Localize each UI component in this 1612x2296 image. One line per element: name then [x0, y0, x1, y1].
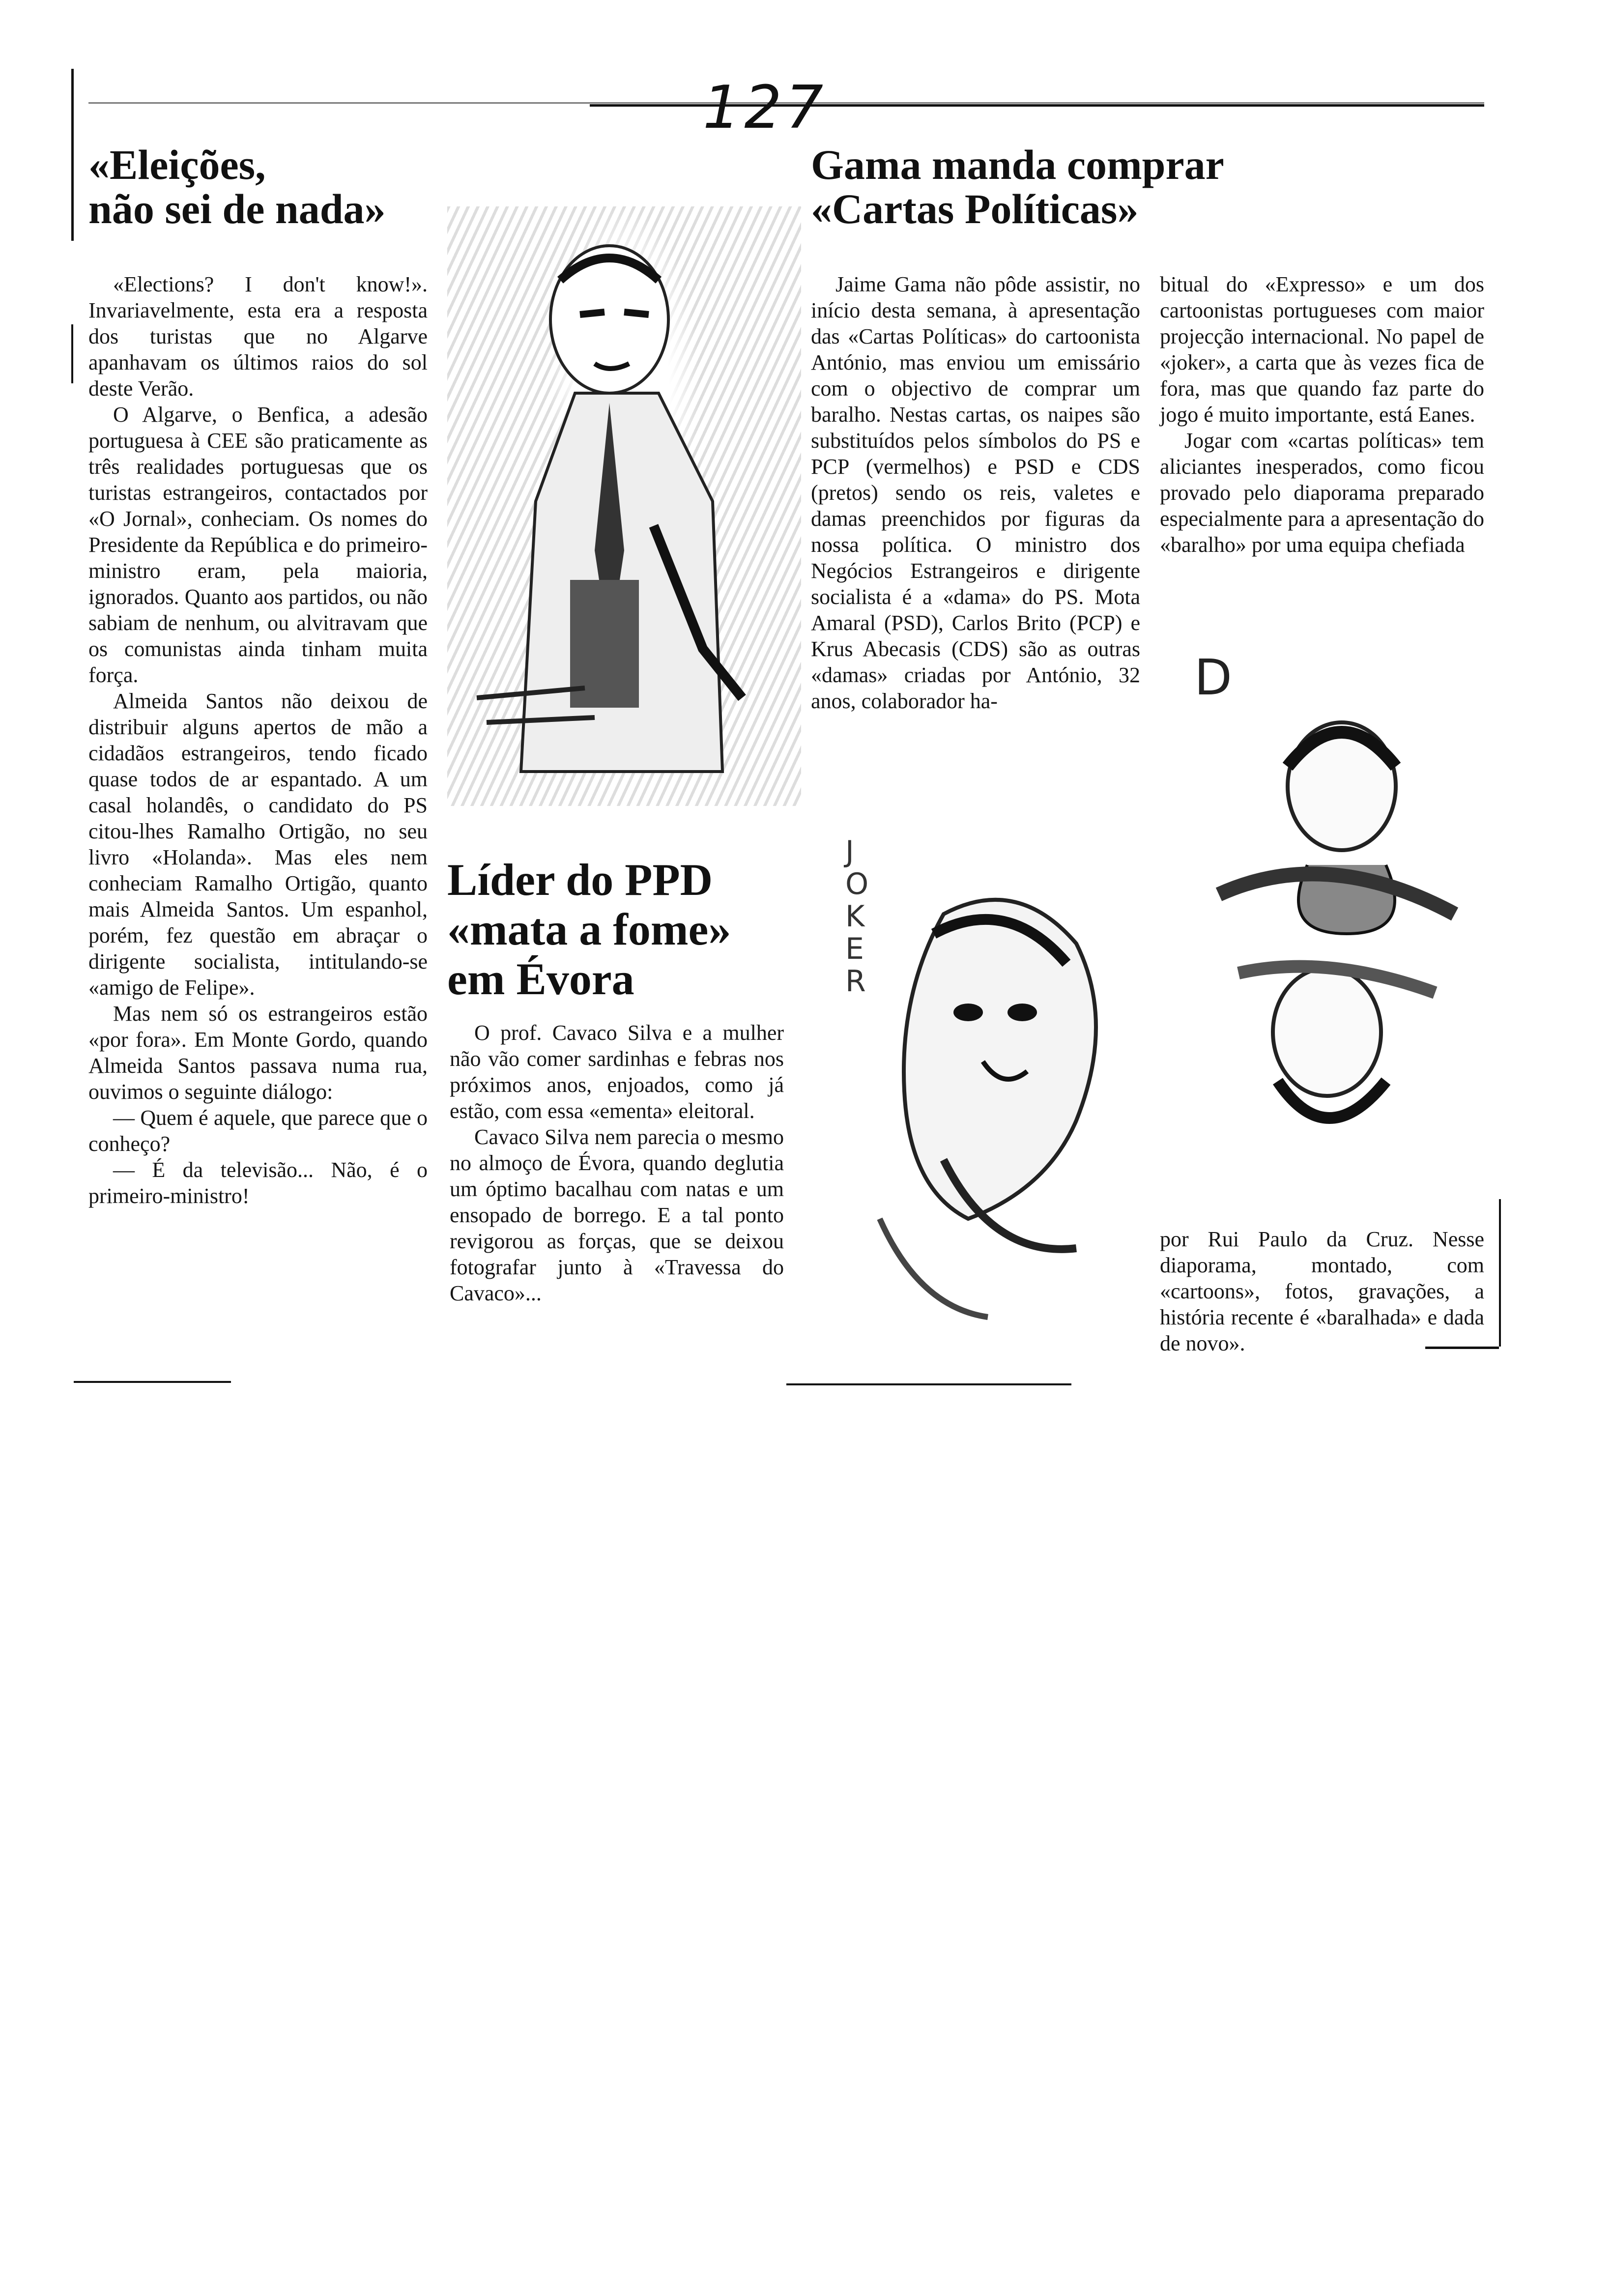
headline-line: «mata a fome»	[447, 904, 731, 955]
paragraph: Jaime Gama não pôde assistir, no início desta semana, à apresentação das «Cartas Políticas» do cartoonista António, mas enviou um emissário com o objectivo de comprar um baralho. Nestas cartas, os naipes são substituídos pelos símbolos do PS e PCP (vermelhos) e PSD e CDS (pretos) sendo os reis, valetes e damas preenchidos por figuras da nossa política. O ministro dos Negócios Estrangeiros e dirigente socialista é a «dama» do PS. Mota Amaral (PSD), Carlos Brito (PCP) e Krus Abecasis (CDS) são as outras «damas» criadas por António, 32 anos, colaborador ha-	[811, 272, 1140, 713]
cavaco-photo	[447, 206, 801, 806]
paragraph: Jogar com «cartas políticas» tem aliciantes inesperados, como ficou provado pelo diaporama preparado especialmente para a apresentação do «baralho» por uma equipa chefiada	[1160, 429, 1484, 557]
article-gama-col1	[811, 271, 1140, 714]
headline-line: «Eleições,	[88, 141, 266, 188]
joker-card-illustration	[821, 816, 1145, 1356]
article-eleicoes-headline	[88, 143, 442, 231]
joker-label: JOKER	[845, 834, 869, 999]
headline-line: em Évora	[447, 954, 634, 1004]
article-eleicoes-body	[88, 271, 428, 1209]
queen-letter: D	[1194, 649, 1233, 706]
article-eleicoes-bottom-rule	[74, 1381, 231, 1383]
paragraph: por Rui Paulo da Cruz. Nesse diaporama, montado, com «cartoons», fotos, gravações, a história recente é «baralhada» e dada de novo».	[1160, 1227, 1484, 1355]
article-gama-col2	[1160, 271, 1484, 558]
queen-card-illustration	[1180, 639, 1484, 1219]
paragraph: O Algarve, o Benfica, a adesão portuguesa à CEE são praticamente as três realidades portuguesas que os turistas estrangeiros, contactados por «O Jornal», conheciam. Os nomes do Presidente da República e do primeiro-ministro eram, pela maioria, ignorados. Quanto aos partidos, ou não sabiam de nenhum, ou alvitravam que os comunistas ainda tinham muita força.	[88, 402, 428, 687]
paragraph: — Quem é aquele, que parece que o conheço?	[88, 1106, 428, 1156]
paragraph: «Elections? I don't know!». Invariavelmente, esta era a resposta dos turistas que no Algarve apanhavam os últimos raios do sol deste Verão.	[88, 272, 428, 401]
headline-line: «Cartas Políticas»	[811, 185, 1139, 233]
article-lider-headline	[447, 855, 801, 1004]
article-lider-body	[450, 1020, 784, 1306]
left-margin-line-2	[71, 324, 73, 383]
bottom-rule-center	[786, 1383, 1071, 1385]
portrait-illustration	[447, 206, 801, 806]
paragraph: Cavaco Silva nem parecia o mesmo no almoço de Évora, quando deglutia um óptimo bacalhau com natas e um ensopado de borrego. E a tal ponto revigorou as forças, que se deixou fotografar junto à «Travessa do Cavaco»...	[450, 1125, 784, 1305]
headline-line: Líder do PPD	[447, 855, 713, 905]
article-gama-headline	[811, 143, 1460, 231]
headline-line: Gama manda comprar	[811, 141, 1224, 188]
bottom-bracket	[1425, 1347, 1499, 1349]
article-gama-col2-tail	[1160, 1226, 1484, 1356]
left-margin-line	[71, 69, 74, 241]
paragraph: bitual do «Expresso» e um dos cartoonistas portugueses com maior projecção internacional. No papel de «joker», a carta que às vezes fica de fora, mas que quando faz parte do jogo é muito importante, está Eanes.	[1160, 272, 1484, 427]
paragraph: Almeida Santos não deixou de distribuir alguns apertos de mão a cidadãos estrangeiros, tendo ficado quase todos de ar espantado. A um casal holandês, o candidato do PS citou-lhes Ramalho Ortigão, no seu livro «Holanda». Mas eles nem conheciam Ramalho Ortigão, quanto mais Almeida Santos. Um espanhol, porém, fez questão em abraçar o dirigente socialista, intitulando-se «amigo de Felipe».	[88, 689, 428, 1000]
paragraph: — É da televisão... Não, é o primeiro-ministro!	[88, 1158, 428, 1208]
handwritten-page-number: 127	[703, 74, 828, 142]
headline-line: não sei de nada»	[88, 185, 386, 233]
right-margin-line	[1499, 1199, 1501, 1347]
paragraph: Mas nem só os estrangeiros estão «por fora». Em Monte Gordo, quando Almeida Santos passava numa rua, ouvimos o seguinte diálogo:	[88, 1002, 428, 1104]
paragraph: O prof. Cavaco Silva e a mulher não vão comer sardinhas e febras nos próximos anos, enjoados, como já estão, com essa «ementa» eleitoral.	[450, 1021, 784, 1123]
